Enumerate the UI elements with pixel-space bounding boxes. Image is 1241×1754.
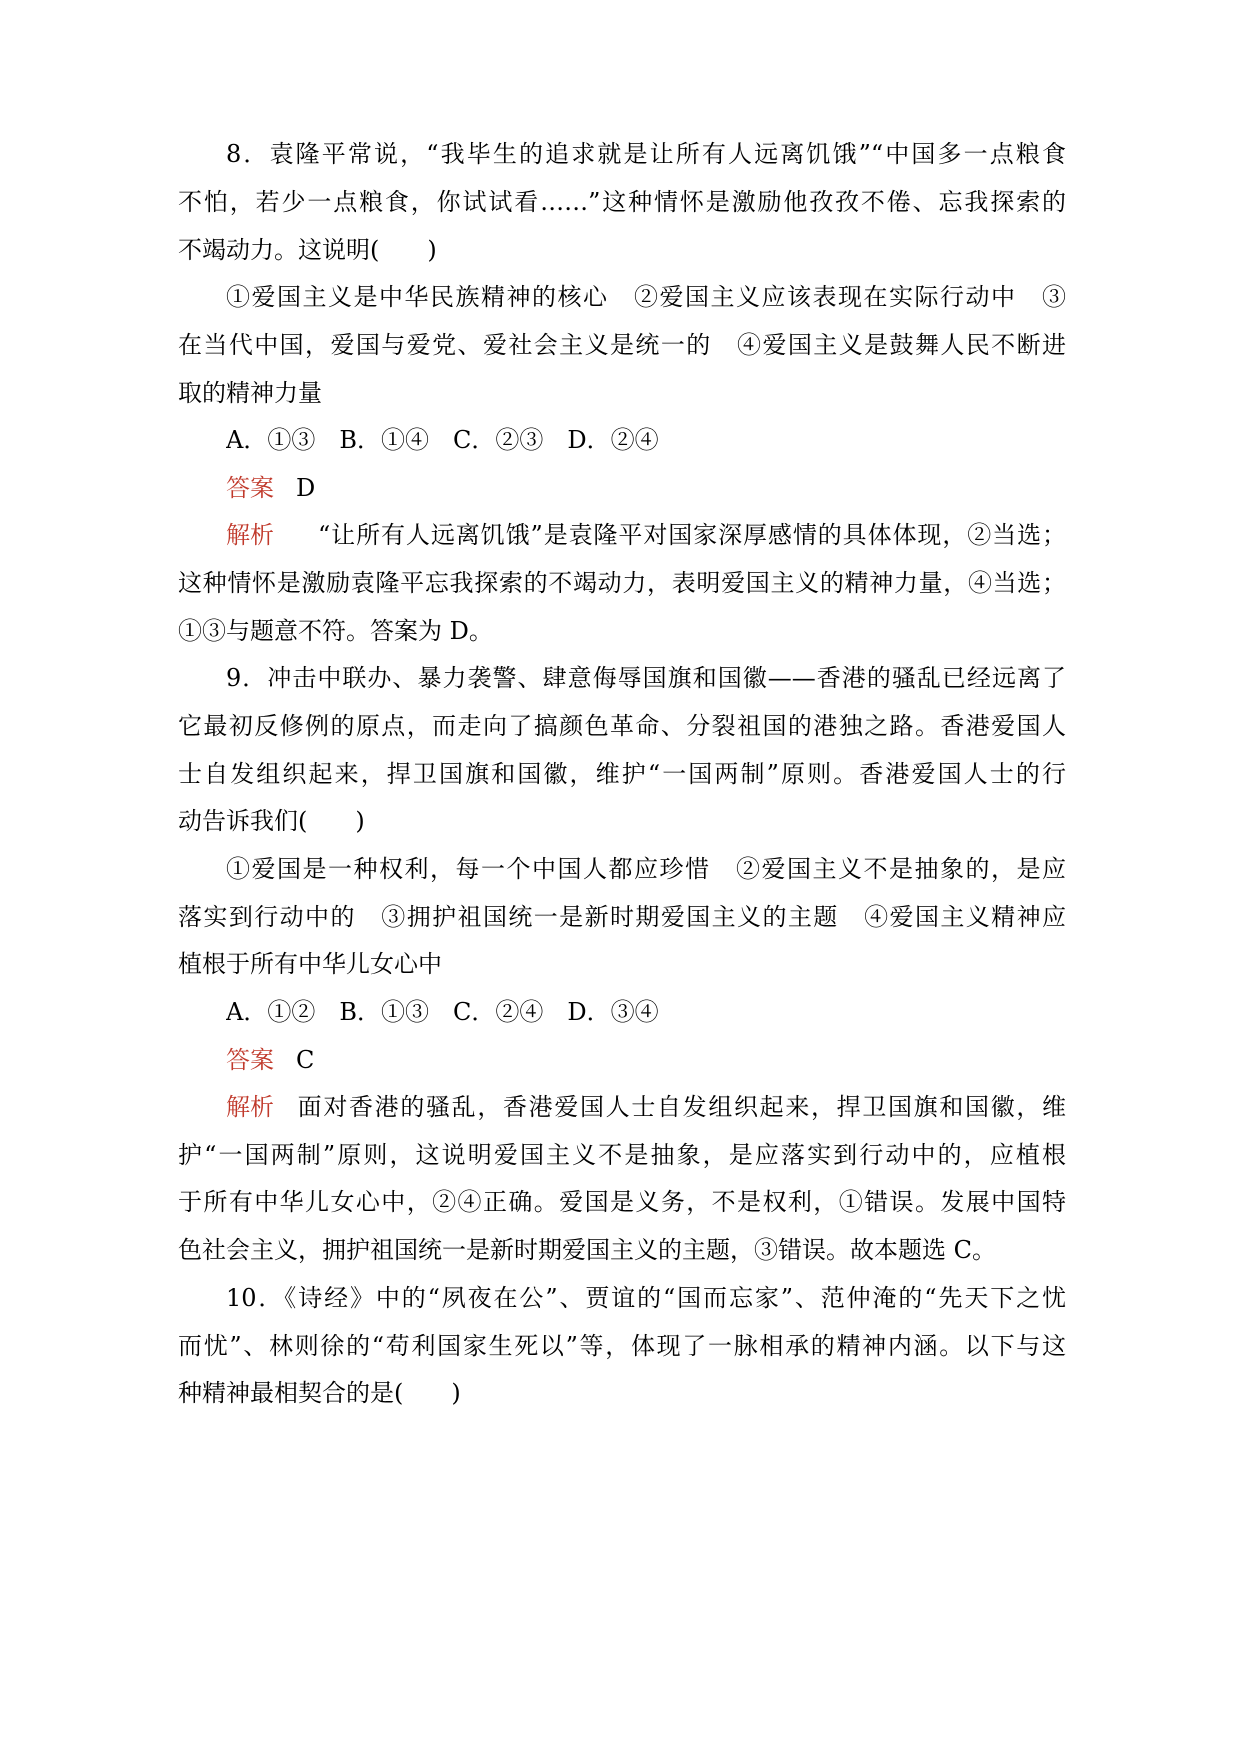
q9-analysis-line-3: 于所有中华儿女心中，②④正确。爱国是义务，不是权利，①错误。发展中国特 <box>178 1188 1066 1216</box>
q8-options: A．①③ B．①④ C．②③ D．②④ <box>226 426 659 454</box>
q8-analysis-line-1 <box>226 515 1066 555</box>
q9-options: A．①② B．①③ C．②④ D．③④ <box>226 998 659 1026</box>
q9-analysis-line-1 <box>226 1087 1066 1127</box>
q8-statement-line-3: 取的精神力量 <box>178 379 322 407</box>
q8-answer-value: D <box>296 474 316 502</box>
q8-stem-line-1: 8．袁隆平常说，“我毕生的追求就是让所有人远离饥饿”“中国多一点粮食 <box>226 140 1066 168</box>
q9-stem-line-1: 9．冲击中联办、暴力袭警、肆意侮辱国旗和国徽——香港的骚乱已经远离了 <box>226 664 1066 692</box>
answer-label: 答案 <box>226 1046 274 1074</box>
q9-analysis-text-1: 面对香港的骚乱，香港爱国人士自发组织起来，捍卫国旗和国徽，维 <box>296 1093 1066 1121</box>
q9-statement-line-3: 植根于所有中华儿女心中 <box>178 950 442 978</box>
q9-statement-line-2: 落实到行动中的 ③拥护祖国统一是新时期爱国主义的主题 ④爱国主义精神应 <box>178 903 1066 931</box>
analysis-label: 解析 <box>226 1093 274 1121</box>
q8-answer-row <box>226 468 1066 508</box>
analysis-label: 解析 <box>226 521 274 549</box>
q9-answer-value: C <box>296 1046 315 1074</box>
q8-analysis-line-3: ①③与题意不符。答案为 D。 <box>178 617 493 645</box>
q9-answer-row <box>226 1040 1066 1080</box>
q9-stem-line-2: 它最初反修例的原点，而走向了搞颜色革命、分裂祖国的港独之路。香港爱国人 <box>178 712 1066 740</box>
q8-statement-line-2: 在当代中国，爱国与爱党、爱社会主义是统一的 ④爱国主义是鼓舞人民不断进 <box>178 331 1066 359</box>
q9-stem-line-3: 士自发组织起来，捍卫国旗和国徽，维护“一国两制”原则。香港爱国人士的行 <box>178 760 1066 788</box>
q9-analysis-line-4: 色社会主义，拥护祖国统一是新时期爱国主义的主题，③错误。故本题选 C。 <box>178 1236 996 1264</box>
q9-stem-line-4: 动告诉我们( ) <box>178 807 365 835</box>
answer-label: 答案 <box>226 474 274 502</box>
q9-statement-line-1: ①爱国是一种权利，每一个中国人都应珍惜 ②爱国主义不是抽象的，是应 <box>226 855 1066 883</box>
q10-stem-line-1: 10．《诗经》中的“夙夜在公”、贾谊的“国而忘家”、范仲淹的“先天下之忧 <box>226 1284 1066 1312</box>
q10-stem-line-2: 而忧”、林则徐的“苟利国家生死以”等，体现了一脉相承的精神内涵。以下与这 <box>178 1332 1066 1360</box>
q8-stem-line-2: 不怕，若少一点粮食，你试试看……”这种情怀是激励他孜孜不倦、忘我探索的 <box>178 188 1066 216</box>
q8-analysis-line-2: 这种情怀是激励袁隆平忘我探索的不竭动力，表明爱国主义的精神力量，④当选； <box>178 569 1066 597</box>
q9-analysis-line-2: 护“一国两制”原则，这说明爱国主义不是抽象，是应落实到行动中的，应植根 <box>178 1141 1066 1169</box>
q8-statement-line-1: ①爱国主义是中华民族精神的核心 ②爱国主义应该表现在实际行动中 ③ <box>226 283 1066 311</box>
q8-analysis-text-1: “让所有人远离饥饿”是袁隆平对国家深厚感情的具体体现，②当选； <box>318 521 1066 549</box>
q8-stem-line-3: 不竭动力。这说明( ) <box>178 236 437 264</box>
q10-stem-line-3: 种精神最相契合的是( ) <box>178 1379 461 1407</box>
